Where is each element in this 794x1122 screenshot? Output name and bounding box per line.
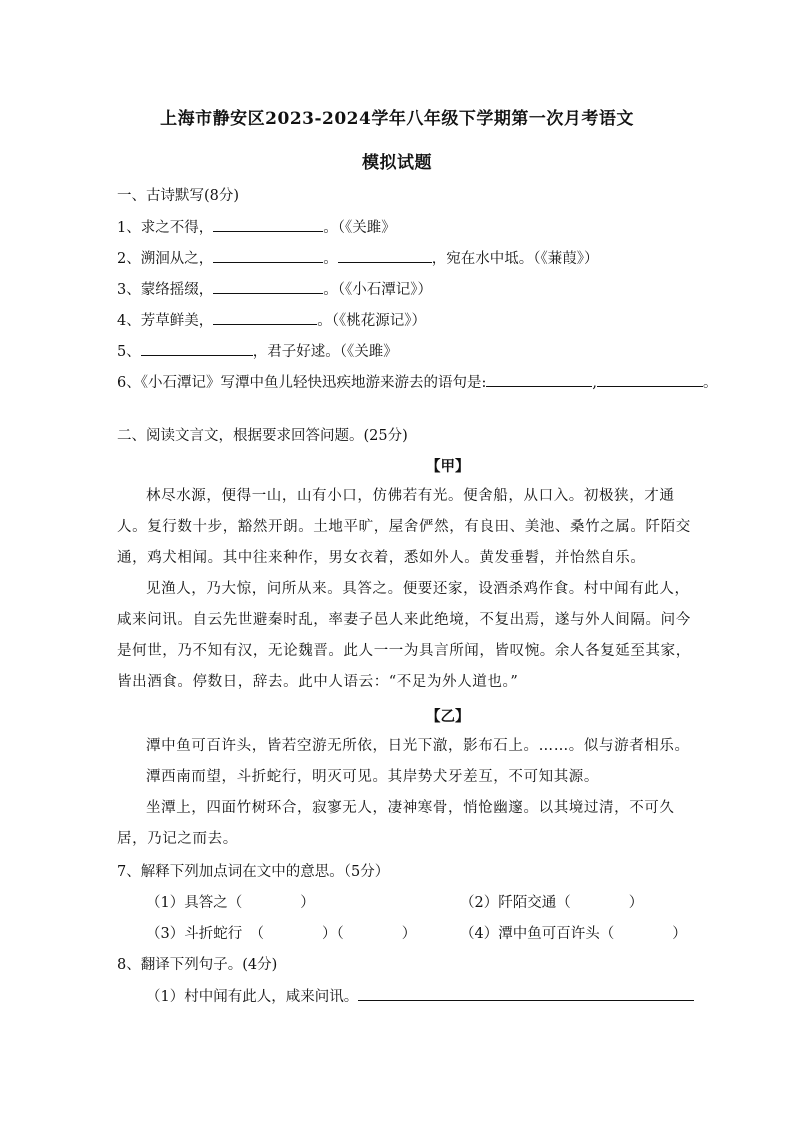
question-7-item-4: （4）潭中鱼可百许头（ ） (460, 926, 687, 942)
passage-jia-label: 【甲】 (426, 458, 470, 475)
question-8-item-1: （1）村中闻有此人，咸来问讯。 (146, 986, 694, 1007)
page-subtitle: 模拟试题 (362, 153, 432, 173)
passage-yi-paragraph-1: 潭中鱼可百许头，皆若空游无所依，日光下澈，影布石上。……。似与游者相乐。 (146, 738, 690, 754)
passage-yi-paragraph-3: 坐潭上，四面竹树环合，寂寥无人，凄神寒骨，悄怆幽邃。以其境过清，不可久居，乃记之而去。 (117, 800, 675, 847)
question-7-item-3: （3）斗折蛇行 （ ）（ ） (146, 926, 417, 942)
answer-blank[interactable] (338, 248, 432, 263)
answer-blank[interactable] (597, 372, 703, 387)
answer-blank[interactable] (141, 341, 253, 356)
question-3: 3、蒙络摇缀， 。（《小石潭记》） (117, 279, 432, 300)
answer-blank[interactable] (213, 279, 323, 294)
question-7-item-1: （1）具答之（ ） (146, 895, 315, 911)
passage-yi-paragraph-2: 潭西南而望，斗折蛇行，明灭可见。其岸势犬牙差互，不可知其源。 (146, 769, 599, 785)
passage-jia-paragraph-2: 见渔人，乃大惊，问所从来。具答之。便要还家，设酒杀鸡作食。村中闻有此人，咸来问讯。自云先世避秦时乱，率妻子邑人来此绝境，不复出焉，遂与外人间隔。问今是何世，乃不知有汉，无论魏晋。此人一一为具言所闻，皆叹惋。余人各复延至其家，皆出酒食。停数日，辞去。此中人语云：“不足为外人道也。” (117, 581, 691, 690)
answer-blank[interactable] (213, 248, 323, 263)
passage-jia-paragraph-1: 林尽水源，便得一山，山有小口，仿佛若有光。便舍船，从口入。初极狭，才通人。复行数十步，豁然开朗。土地平旷，屋舍俨然，有良田、美池、桑竹之属。阡陌交通，鸡犬相闻。其中往来种作，男女衣着，悉如外人。黄发垂髫，并怡然自乐。 (117, 488, 691, 566)
section-1-heading: 一、古诗默写(8分) (117, 188, 240, 204)
section-2-heading: 二、阅读文言文，根据要求回答问题。(25分) (117, 428, 408, 444)
question-7-item-2: （2）阡陌交通（ ） (460, 895, 644, 911)
page-title: 上海市静安区2023-2024学年八年级下学期第一次月考语文 (160, 109, 634, 129)
answer-blank[interactable] (213, 310, 317, 325)
question-6: 6、《小石潭记》写潭中鱼儿轻快迅疾地游来游去的语句是: , 。 (117, 372, 717, 393)
question-4: 4、芳草鲜美， 。（《桃花源记》） (117, 310, 426, 331)
question-7-heading: 7、解释下列加点词在文中的意思。（5分） (117, 864, 390, 880)
answer-blank[interactable] (213, 217, 323, 232)
question-5: 5、 ，君子好逑。（《关雎》 (117, 341, 398, 362)
question-8-heading: 8、翻译下列句子。(4分) (117, 957, 278, 973)
answer-blank[interactable] (486, 372, 592, 387)
question-1: 1、求之不得， 。（《关雎》 (117, 217, 396, 238)
question-2: 2、溯洄从之， 。 ，宛在水中坻。（《蒹葭》） (117, 248, 598, 269)
answer-blank[interactable] (358, 986, 694, 1001)
passage-yi-label: 【乙】 (426, 708, 470, 725)
